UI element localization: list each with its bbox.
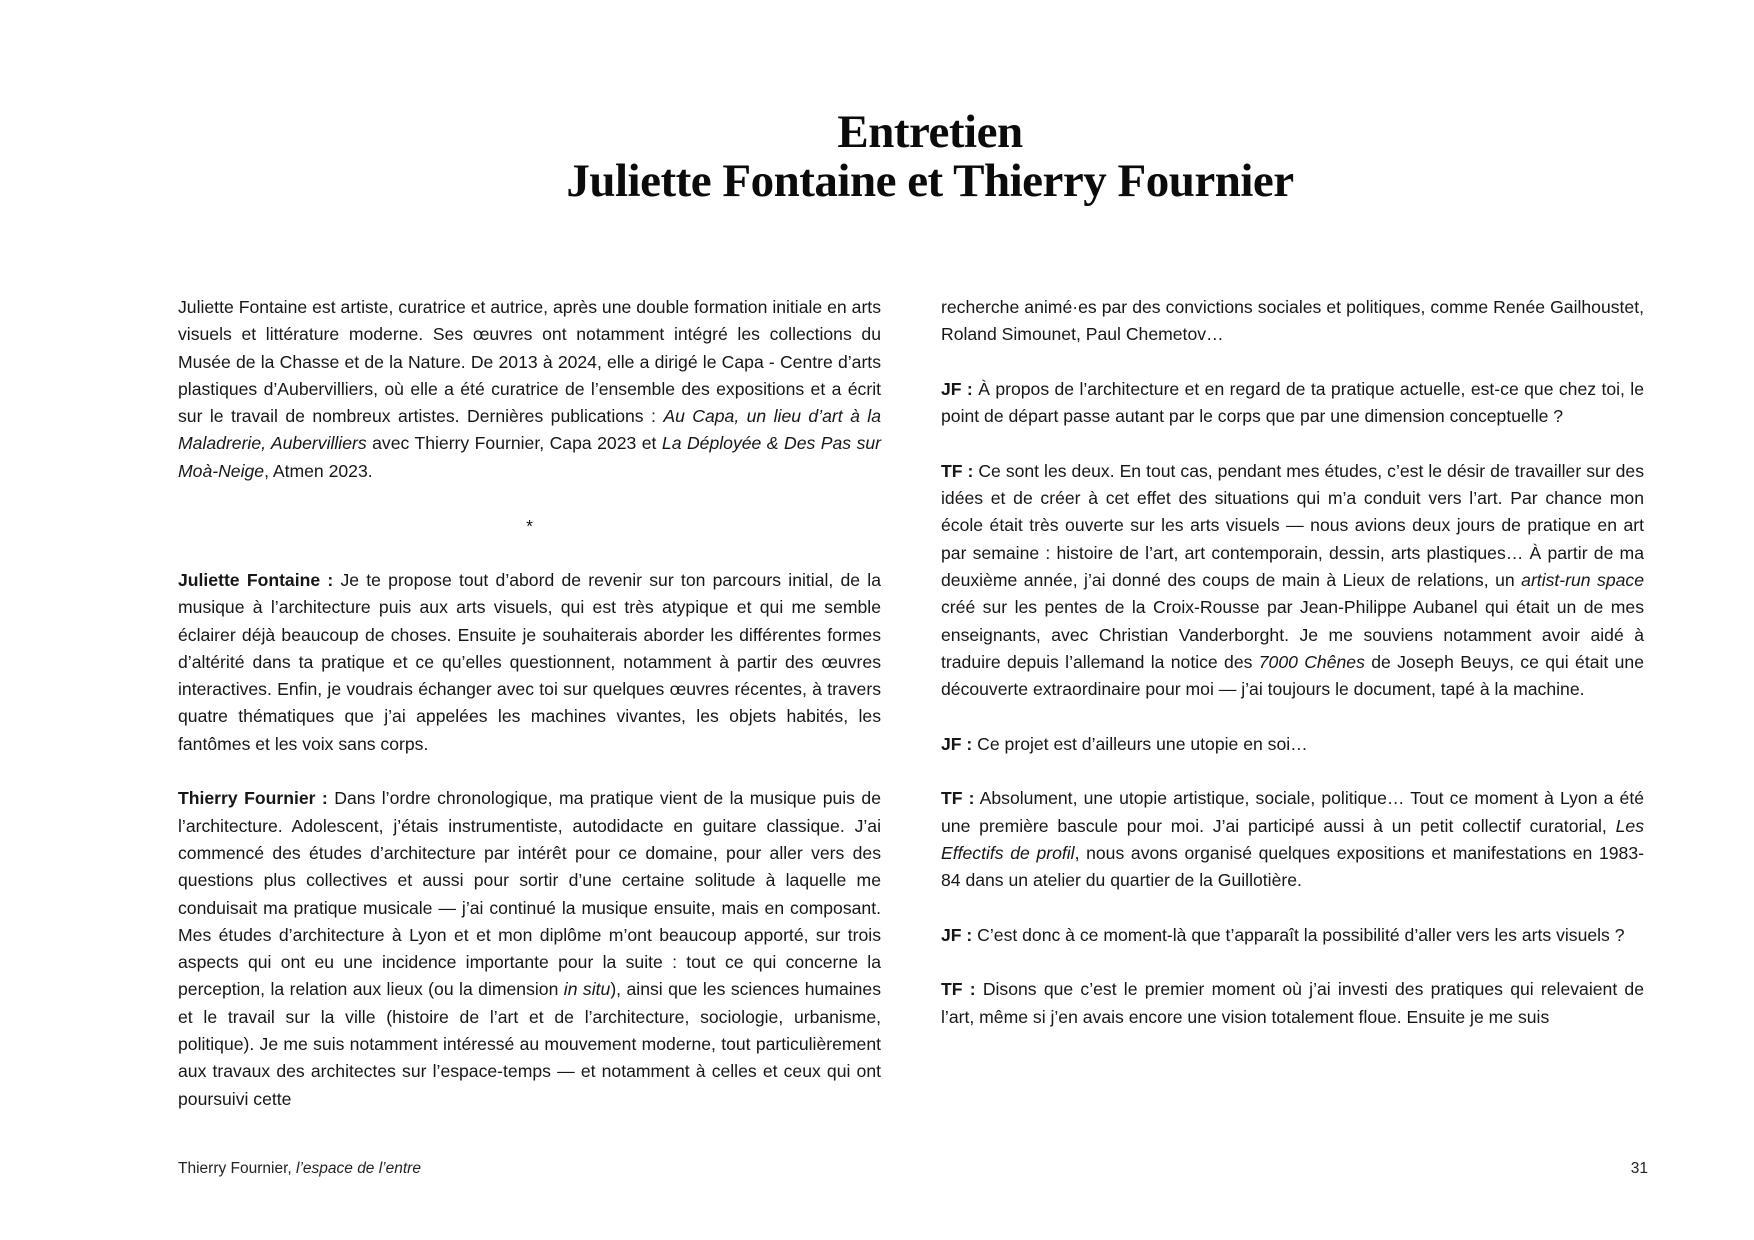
left-column <box>178 294 881 1113</box>
speaker-label: JF : <box>941 733 973 754</box>
speaker-label: TF : <box>941 788 975 809</box>
book-title: La Déployée & Des Pas sur Moà-Neige <box>178 433 882 481</box>
title-line-1: Entretien <box>837 106 1023 158</box>
speaker-label: Thierry Fournier : <box>178 788 328 809</box>
answer-paragraph: Thierry Fournier : Dans l’ordre chronologique, ma pratique vient de la musique puis de l’architecture. Adolescent, j’étais instrumentiste, autodidacte en guitare classique. J’ai commencé des études d’architecture par intérêt pour ce domaine, pour aller vers des questions plus collectives et aussi pour sortir d’une certaine solitude à laquelle me conduisait ma pratique musicale — j’ai continué la musique ensuite, mais en composant. Mes études d’architecture à Lyon et et mon diplôme m’ont beaucoup apporté, sur trois aspects qui ont eu une incidence importante pour la suite : tout ce qui concerne la perception, la relation aux lieux (ou la dimension in situ), ainsi que les sciences humaines et le travail sur la ville (histoire de l’art et de l’architecture, sociologie, urbanisme, politique). Je me suis notamment intéressé au mouvement moderne, tout particulièrement aux travaux des architectes sur l’espace-temps — et notamment à celles et ceux qui ont poursuivi cette <box>178 788 881 1109</box>
speaker-label: JF : <box>941 378 973 399</box>
continuation-paragraph: recherche animé·es par des convictions sociales et politiques, comme Renée Gailhoustet, Roland Simounet, Paul Chemetov… <box>941 297 1644 345</box>
footer-book-title: l’espace de l’entre <box>296 1160 421 1177</box>
footer-author: Thierry Fournier, <box>178 1160 297 1177</box>
intro-paragraph: Juliette Fontaine est artiste, curatrice et autrice, après une double formation initiale en arts visuels et littérature moderne. Ses œuvres ont notamment intégré les collections du Musée de la Chasse et de la Nature. De 2013 à 2024, elle a dirigé le Capa - Centre d’arts plastiques d’Aubervilliers, où elle a été curatrice de l’ensemble des expositions et a écrit sur le travail de nombreux artistes. Dernières publications : Au Capa, un lieu d’art à la Maladrerie, Aubervilliers avec Thierry Fournier, Capa 2023 et La Déployée & Des Pas sur Moà-Neige, Atmen 2023. <box>178 297 882 481</box>
book-title: Au Capa, un lieu d’art à la Maladrerie, Aubervilliers <box>178 406 881 454</box>
answer-paragraph: TF : Ce sont les deux. En tout cas, pendant mes études, c’est le désir de travailler sur des idées et de créer à cet effet des situations qui m’a conduit vers l’art. Par chance mon école était très ouverte sur les arts visuels — nous avions deux jours de pratique en art par semaine : histoire de l’art, art contemporain, dessin, arts plastiques… À partir de ma deuxième année, j’ai donné des coups de main à Lieux de relations, un artist-run space créé sur les pentes de la Croix-Rousse par Jean-Philippe Aubanel qui était un de mes enseignants, avec Christian Vanderborght. Je me souviens notamment avoir aidé à traduire depuis l’allemand la notice des 7000 Chênes de Joseph Beuys, ce qui était une découverte extraordinaire pour moi — j’ai toujours le document, tapé à la machine. <box>941 460 1644 700</box>
section-separator: * <box>526 516 533 537</box>
page-number: 31 <box>1630 1160 1648 1177</box>
running-footer <box>178 1160 421 1178</box>
question-paragraph: JF : À propos de l’architecture et en regard de ta pratique actuelle, est-ce que chez toi, le point de départ passe autant par le corps que par une dimension conceptuelle ? <box>941 378 1645 427</box>
speaker-label: Juliette Fontaine : <box>178 569 334 590</box>
answer-paragraph: TF : Disons que c’est le premier moment où j’ai investi des pratiques qui relevaient de l’art, même si j’en avais encore une vision totalement floue. Ensuite je me suis <box>941 979 1644 1027</box>
right-column <box>941 294 1644 1031</box>
speaker-label: TF : <box>941 979 976 1000</box>
title-line-2: Juliette Fontaine et Thierry Fournier <box>566 155 1294 207</box>
question-paragraph: JF : C’est donc à ce moment-là que t’apparaît la possibilité d’aller vers les arts visuels ? <box>941 924 1625 945</box>
question-paragraph: Juliette Fontaine : Je te propose tout d’abord de revenir sur ton parcours initial, de la musique à l’architecture puis aux arts visuels, qui est très atypique et qui me semble éclairer déjà beaucoup de choses. Ensuite je souhaiterais aborder les différentes formes d’altérité dans ta pratique et ce qu’elles questionnent, notamment à partir des œuvres interactives. Enfin, je voudrais échanger avec toi sur quelques œuvres récentes, à travers quatre thématiques que j’ai appelées les machines vivantes, les objets habités, les fantômes et les voix sans corps. <box>178 569 881 754</box>
answer-paragraph: TF : Absolument, une utopie artistique, sociale, politique… Tout ce moment à Lyon a été une première bascule pour moi. J’ai participé aussi à un petit collectif curatorial, Les Effectifs de profil, nous avons organisé quelques expositions et manifestations en 1983-84 dans un atelier du quartier de la Guillotière. <box>941 788 1644 891</box>
page-title <box>0 108 1754 206</box>
speaker-label: TF : <box>941 460 974 481</box>
speaker-label: JF : <box>941 924 973 945</box>
question-paragraph: JF : Ce projet est d’ailleurs une utopie en soi… <box>941 733 1308 754</box>
